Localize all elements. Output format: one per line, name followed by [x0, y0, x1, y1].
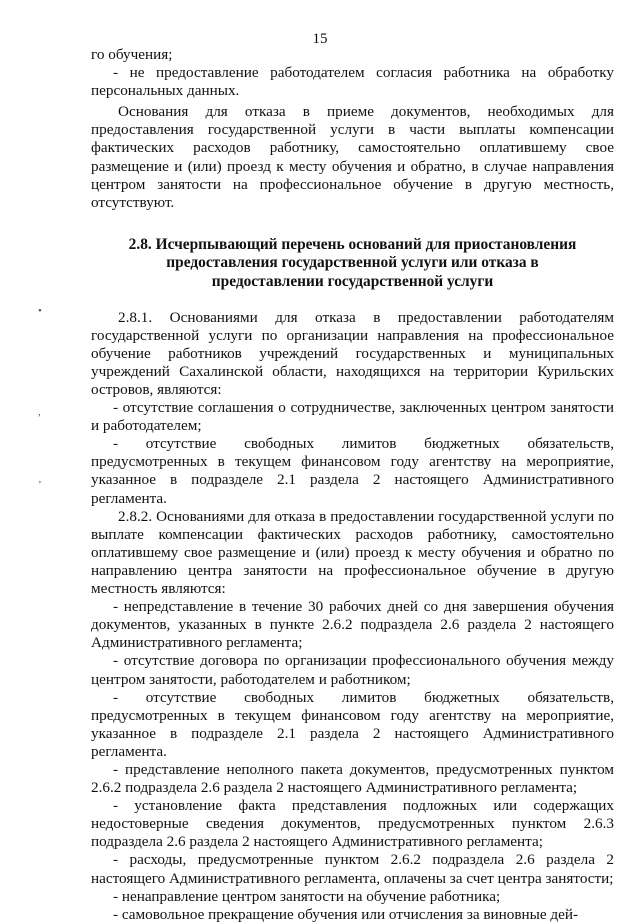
list-item: - расходы, предусмотренные пунктом 2.6.2 подраздела 2.6 раздела 2 настоящего Административного регламента, оплачены за счет центра занятости;	[91, 851, 614, 887]
list-item: - отсутствие соглашения о сотрудничестве, заключенных центром занятости и работодателем;	[91, 399, 614, 435]
scan-mark: ,	[38, 406, 41, 418]
list-item: - установление факта представления подложных или содержащих недостоверные сведения документов, предусмотренных пунктом 2.6.3 подраздела 2.6 раздела 2 настоящего Административного регламента;	[91, 797, 614, 851]
list-item: - отсутствие договора по организации профессионального обучения между центром занятости, работодателем и работником;	[91, 652, 614, 688]
list-item: - представление неполного пакета документов, предусмотренных пунктом 2.6.2 подраздела 2.6 раздела 2 настоящего Административного регламента;	[91, 760, 614, 797]
section-heading: 2.8. Исчерпывающий перечень оснований для приостановления предоставления государственной услуги или отказа в предоставлении государственной услуги	[128, 235, 577, 291]
paragraph: Основания для отказа в приеме документов, необходимых для предоставления государственной услуги в части выплаты компенсации фактических расходов работнику, самостоятельно оплатившему свое размещение и (или) проезд к месту обучения и обратно, в случае направления центром занятости на профессиональное обучение в другую местность, отсутствуют.	[91, 103, 614, 211]
paragraph: 2.8.2. Основаниями для отказа в предоставлении государственной услуги по выплате компенсации фактических расходов работнику, самостоятельно оплатившему свое размещение и (или) проезд к месту обучения и обратно по направлению центра занятости на профессиональное обучение в другую местность являются:	[91, 507, 614, 598]
page-number: 15	[312, 31, 328, 47]
list-item: - отсутствие свободных лимитов бюджетных обязательств, предусмотренных в текущем финансовом году агентству на мероприятие, указанное в подразделе 2.1 раздела 2 настоящего Административного регламента.	[91, 435, 614, 507]
list-item: - отсутствие свободных лимитов бюджетных обязательств, предусмотренных в текущем финансовом году агентству на мероприятие, указанное в подразделе 2.1 раздела 2 настоящего Административного регламента.	[91, 688, 614, 760]
list-item: - самовольное прекращение обучения или отчисления за виновные дей-	[113, 905, 579, 923]
list-item: - не предоставление работодателем согласия работника на обработку персональных данных.	[91, 64, 614, 100]
paragraph-continuation: го обучения;	[91, 46, 173, 63]
scan-mark: •	[38, 305, 42, 317]
paragraph: 2.8.1. Основаниями для отказа в предоставлении работодателям государственной услуги по организации направления на профессиональное обучение работников учреждений государственных и муниципальных учреждений Сахалинской области, находящихся на территории Курильских островов, являются:	[91, 308, 614, 398]
list-item: - непредставление в течение 30 рабочих дней со дня завершения обучения документов, указанных в пункте 2.6.2 подраздела 2.6 раздела 2 настоящего Административного регламента;	[91, 598, 614, 652]
scan-mark: ʼ	[38, 479, 42, 491]
document-body	[91, 46, 614, 924]
list-item: - ненаправление центром занятости на обучение работника;	[113, 887, 501, 905]
